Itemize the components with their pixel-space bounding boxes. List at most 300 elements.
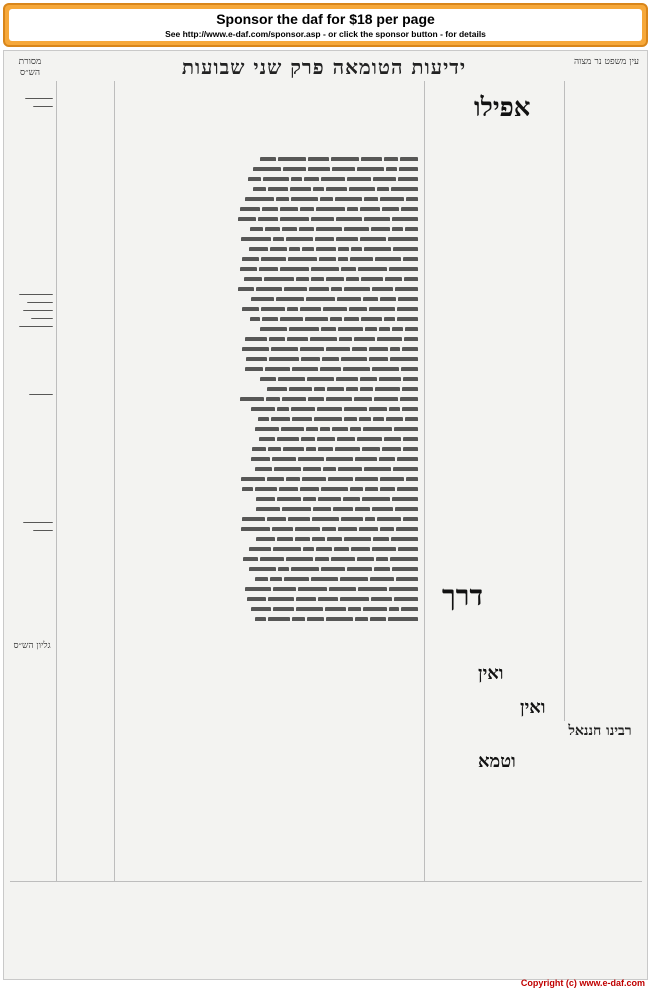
text-line <box>428 571 562 579</box>
text-line <box>219 581 419 591</box>
text-line <box>428 835 562 843</box>
text-line <box>428 827 562 835</box>
text-line <box>567 179 643 187</box>
text-line <box>567 427 643 435</box>
text-line <box>219 241 419 251</box>
text-line <box>567 869 643 876</box>
text-line <box>60 91 112 99</box>
text-line <box>428 483 562 491</box>
text-line <box>60 739 112 747</box>
text-line <box>60 459 112 467</box>
text-line <box>10 906 642 913</box>
text-line <box>219 371 419 381</box>
text-line <box>567 749 643 757</box>
text-line <box>60 499 112 507</box>
dibbur-hamatchil-word: ואין <box>478 663 504 684</box>
text-line <box>567 411 643 419</box>
sponsor-subtitle[interactable]: See http://www.e-daf.com/sponsor.asp - or click the sponsor button - for details <box>165 29 486 39</box>
text-line <box>428 499 562 507</box>
text-line <box>567 765 643 773</box>
text-line <box>428 803 562 811</box>
text-line <box>567 107 643 115</box>
text-line <box>60 531 112 539</box>
text-line <box>428 307 562 315</box>
text-line <box>567 203 643 211</box>
text-line <box>10 948 642 955</box>
text-line <box>428 459 562 467</box>
text-line <box>219 421 419 431</box>
text-line <box>60 643 112 651</box>
text-line <box>567 395 643 403</box>
text-line <box>428 451 562 459</box>
text-line <box>567 781 643 789</box>
text-line <box>60 115 112 123</box>
text-line <box>428 195 562 203</box>
text-line <box>567 267 643 275</box>
text-line <box>10 920 642 927</box>
text-line <box>116 715 422 723</box>
text-line <box>428 259 562 267</box>
text-line <box>60 803 112 811</box>
text-line <box>567 299 643 307</box>
text-line <box>567 531 643 539</box>
text-line <box>567 155 643 163</box>
text-line <box>60 603 112 611</box>
text-line <box>567 821 643 829</box>
text-line <box>116 83 422 91</box>
text-line <box>60 579 112 587</box>
text-line <box>428 411 562 419</box>
text-line <box>428 443 562 451</box>
text-line <box>219 321 419 331</box>
text-line <box>219 411 419 421</box>
text-line <box>428 651 562 659</box>
text-line <box>60 715 112 723</box>
text-line <box>60 747 112 755</box>
text-line <box>60 491 112 499</box>
text-line <box>10 941 642 948</box>
talmud-page <box>3 50 648 980</box>
text-line <box>567 171 643 179</box>
text-line <box>60 243 112 251</box>
text-line <box>116 747 422 755</box>
text-line <box>60 515 112 523</box>
text-line <box>428 347 562 355</box>
text-line <box>428 731 562 739</box>
text-line <box>219 541 419 551</box>
text-line <box>219 161 419 171</box>
text-line <box>567 275 643 283</box>
text-line <box>60 291 112 299</box>
text-line <box>60 387 112 395</box>
text-line <box>428 635 562 643</box>
text-line <box>567 371 643 379</box>
text-line <box>60 611 112 619</box>
text-line <box>219 151 419 161</box>
text-line <box>60 403 112 411</box>
text-line <box>116 91 422 99</box>
text-line <box>10 962 642 969</box>
text-line <box>60 699 112 707</box>
text-line <box>60 331 112 339</box>
text-line <box>219 451 419 461</box>
text-line <box>60 475 112 483</box>
running-head: ידיעות הטומאה פרק שני שבועות <box>181 55 467 79</box>
text-line <box>567 523 643 531</box>
text-line <box>219 551 419 561</box>
text-line <box>60 723 112 731</box>
text-line <box>219 231 419 241</box>
text-line <box>567 219 643 227</box>
text-line <box>567 259 643 267</box>
text-line <box>567 355 643 363</box>
text-line <box>60 539 112 547</box>
text-line <box>567 115 643 123</box>
text-line <box>428 491 562 499</box>
text-line <box>428 723 562 731</box>
footer-divider <box>10 881 642 882</box>
text-line <box>60 99 112 107</box>
text-line <box>428 227 562 235</box>
dibbur-hamatchil-word: ואין <box>520 697 546 718</box>
text-line <box>567 195 643 203</box>
text-line <box>428 219 562 227</box>
text-line <box>567 307 643 315</box>
text-line <box>60 811 112 819</box>
text-line <box>567 251 643 259</box>
text-line <box>567 789 643 797</box>
text-line <box>219 191 419 201</box>
text-line <box>60 627 112 635</box>
text-line <box>60 451 112 459</box>
text-line <box>60 555 112 563</box>
text-line <box>428 539 562 547</box>
text-line <box>60 235 112 243</box>
text-line <box>116 835 422 843</box>
text-line <box>428 235 562 243</box>
text-line <box>428 787 562 795</box>
text-line <box>116 707 422 715</box>
text-line <box>10 885 642 892</box>
text-line <box>116 139 422 147</box>
text-line <box>567 99 643 107</box>
text-line <box>116 675 422 683</box>
text-line <box>428 315 562 323</box>
text-line <box>116 787 422 795</box>
text-line <box>428 683 562 691</box>
text-line <box>60 691 112 699</box>
text-line <box>428 467 562 475</box>
text-line <box>567 283 643 291</box>
text-line <box>116 795 422 803</box>
text-line <box>567 163 643 171</box>
text-line <box>60 395 112 403</box>
text-line <box>219 331 419 341</box>
text-line <box>116 131 422 139</box>
text-line <box>567 347 643 355</box>
text-line <box>60 571 112 579</box>
text-line <box>219 471 419 481</box>
text-line <box>60 259 112 267</box>
text-line <box>428 267 562 275</box>
text-line <box>428 795 562 803</box>
text-line <box>428 555 562 563</box>
text-line <box>116 859 422 867</box>
text-line <box>116 803 422 811</box>
text-line <box>567 837 643 845</box>
text-line <box>567 563 643 571</box>
text-line <box>428 371 562 379</box>
text-line <box>116 827 422 835</box>
text-line <box>567 467 643 475</box>
text-line <box>116 699 422 707</box>
text-line <box>428 147 562 155</box>
text-line <box>567 235 643 243</box>
text-line <box>60 787 112 795</box>
rabbeinu-chananel-text <box>567 741 643 876</box>
text-line <box>219 301 419 311</box>
text-line <box>60 219 112 227</box>
text-line <box>567 813 643 821</box>
text-line <box>219 501 419 511</box>
column-divider <box>114 81 115 881</box>
column-divider <box>56 81 57 881</box>
text-line <box>116 771 422 779</box>
text-line <box>60 427 112 435</box>
text-line <box>60 587 112 595</box>
sponsor-banner-inner[interactable] <box>9 9 642 41</box>
text-line <box>60 507 112 515</box>
text-line <box>10 913 642 920</box>
text-line <box>567 853 643 861</box>
left-margin-notes <box>10 91 54 871</box>
text-line <box>60 227 112 235</box>
text-line <box>428 523 562 531</box>
text-line <box>219 511 419 521</box>
text-line <box>116 779 422 787</box>
text-line <box>60 267 112 275</box>
text-line <box>60 107 112 115</box>
text-line <box>116 691 422 699</box>
text-line <box>219 261 419 271</box>
text-line <box>60 771 112 779</box>
text-line <box>219 531 419 541</box>
text-line <box>428 475 562 483</box>
copyright-notice: Copyright (c) www.e-daf.com <box>520 978 645 988</box>
text-line <box>567 555 643 563</box>
text-line <box>219 221 419 231</box>
text-line <box>219 521 419 531</box>
text-line <box>567 339 643 347</box>
text-line <box>116 819 422 827</box>
text-line <box>428 563 562 571</box>
text-line <box>60 523 112 531</box>
dibbur-hamatchil-word: וטמא <box>478 751 516 772</box>
text-line <box>116 683 422 691</box>
text-line <box>567 187 643 195</box>
text-line <box>567 845 643 853</box>
text-line <box>10 927 642 934</box>
text-line <box>428 283 562 291</box>
text-line <box>219 391 419 401</box>
text-line <box>60 659 112 667</box>
text-line <box>60 251 112 259</box>
text-line <box>428 379 562 387</box>
text-line <box>428 251 562 259</box>
text-line <box>116 763 422 771</box>
text-line <box>428 771 562 779</box>
text-line <box>60 819 112 827</box>
text-line <box>60 275 112 283</box>
text-line <box>219 441 419 451</box>
text-line <box>60 827 112 835</box>
text-line <box>219 341 419 351</box>
text-line <box>567 211 643 219</box>
rabbeinu-chananel-label: רבינו חננאל <box>568 723 632 739</box>
text-line <box>10 955 642 962</box>
text-line <box>60 619 112 627</box>
text-line <box>10 892 642 899</box>
text-line <box>428 331 562 339</box>
text-line <box>219 361 419 371</box>
text-line <box>219 601 419 611</box>
text-line <box>60 667 112 675</box>
text-line <box>567 315 643 323</box>
text-line <box>116 123 422 131</box>
text-line <box>428 155 562 163</box>
text-line <box>60 203 112 211</box>
text-line <box>567 861 643 869</box>
text-line <box>60 211 112 219</box>
text-line <box>60 755 112 763</box>
text-line <box>428 739 562 747</box>
text-line <box>60 563 112 571</box>
text-line <box>428 643 562 651</box>
text-line <box>219 211 419 221</box>
text-line <box>116 115 422 123</box>
text-line <box>60 163 112 171</box>
text-line <box>567 323 643 331</box>
text-line <box>428 515 562 523</box>
text-line <box>60 635 112 643</box>
text-line <box>60 299 112 307</box>
text-line <box>428 243 562 251</box>
text-line <box>60 651 112 659</box>
text-line <box>60 371 112 379</box>
text-line <box>567 379 643 387</box>
text-line <box>60 419 112 427</box>
tosafot-column <box>60 83 112 873</box>
text-line <box>428 819 562 827</box>
text-line <box>60 435 112 443</box>
text-line <box>428 83 562 91</box>
text-line <box>428 435 562 443</box>
text-line <box>567 829 643 837</box>
text-line <box>567 363 643 371</box>
text-line <box>116 739 422 747</box>
text-line <box>60 347 112 355</box>
text-line <box>60 683 112 691</box>
text-line <box>567 131 643 139</box>
text-line <box>567 797 643 805</box>
text-line <box>428 363 562 371</box>
text-line <box>428 531 562 539</box>
text-line <box>60 443 112 451</box>
text-line <box>10 899 642 906</box>
text-line <box>219 271 419 281</box>
text-line <box>60 411 112 419</box>
text-line <box>567 515 643 523</box>
text-line <box>428 275 562 283</box>
text-line <box>567 475 643 483</box>
ein-mishpat-notes <box>567 91 643 711</box>
text-line <box>60 595 112 603</box>
sponsor-banner[interactable] <box>3 3 648 47</box>
text-line <box>428 547 562 555</box>
text-line <box>428 779 562 787</box>
text-line <box>116 851 422 859</box>
text-line <box>116 755 422 763</box>
text-line <box>219 251 419 261</box>
text-line <box>60 123 112 131</box>
text-line <box>116 723 422 731</box>
text-line <box>428 163 562 171</box>
text-line <box>60 763 112 771</box>
text-line <box>428 395 562 403</box>
text-line <box>428 355 562 363</box>
text-line <box>567 139 643 147</box>
text-line <box>567 443 643 451</box>
text-line <box>219 201 419 211</box>
text-line <box>428 211 562 219</box>
text-line <box>10 934 642 941</box>
text-line <box>428 387 562 395</box>
text-line <box>428 403 562 411</box>
text-line <box>60 675 112 683</box>
text-line <box>567 243 643 251</box>
text-line <box>428 139 562 147</box>
text-line <box>567 147 643 155</box>
text-line <box>567 539 643 547</box>
text-line <box>60 307 112 315</box>
text-line <box>219 401 419 411</box>
text-line <box>60 779 112 787</box>
text-line <box>219 181 419 191</box>
text-line <box>219 591 419 601</box>
gemara-main-text <box>219 151 419 671</box>
text-line <box>567 547 643 555</box>
text-line <box>428 619 562 627</box>
text-line <box>60 147 112 155</box>
text-line <box>567 419 643 427</box>
text-line <box>428 507 562 515</box>
text-line <box>60 835 112 843</box>
text-line <box>567 483 643 491</box>
text-line <box>567 435 643 443</box>
text-line <box>567 331 643 339</box>
text-line <box>428 427 562 435</box>
text-line <box>567 459 643 467</box>
text-line <box>567 403 643 411</box>
text-line <box>116 731 422 739</box>
text-line <box>567 451 643 459</box>
text-line <box>428 627 562 635</box>
text-line <box>60 179 112 187</box>
text-line <box>60 363 112 371</box>
text-line <box>567 291 643 299</box>
text-line <box>219 481 419 491</box>
text-line <box>60 467 112 475</box>
